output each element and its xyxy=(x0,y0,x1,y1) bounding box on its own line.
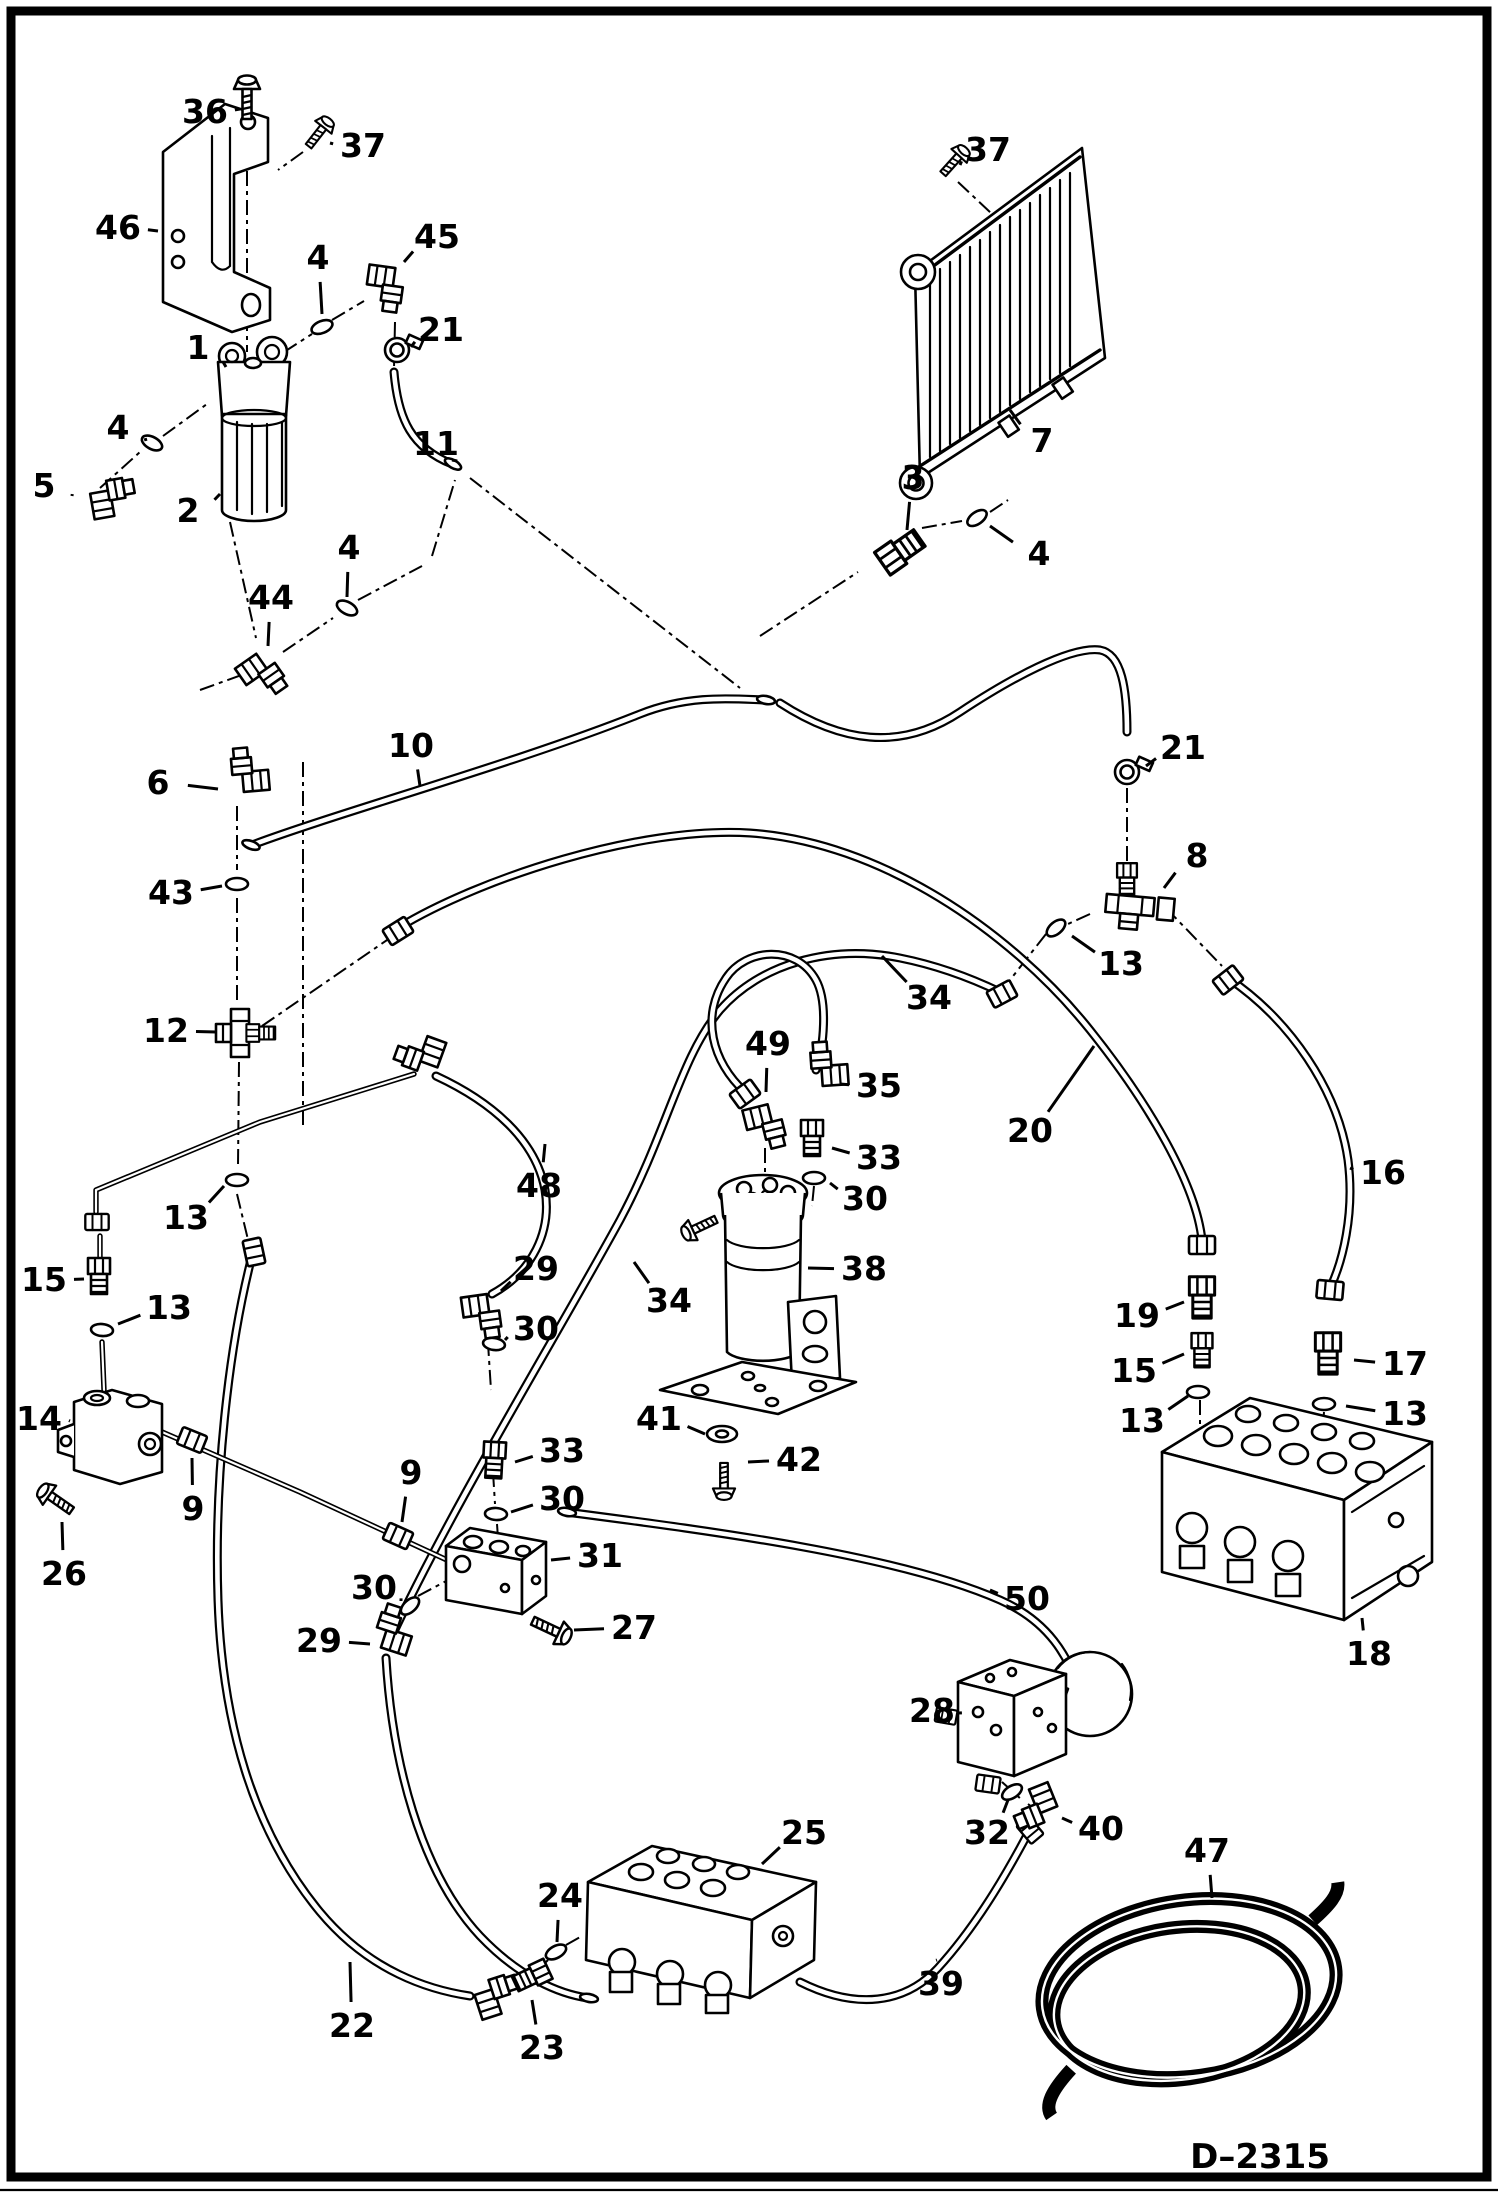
callout-label-7-14: 7 xyxy=(1030,421,1054,460)
callout-label-13-53: 13 xyxy=(1119,1401,1165,1440)
callout-label-4-3: 4 xyxy=(306,238,330,277)
callout-label-11-7: 11 xyxy=(413,424,459,463)
check-valve-block-28 xyxy=(958,1660,1066,1776)
callout-leader-26-50 xyxy=(62,1522,63,1550)
callout-label-2-8: 2 xyxy=(176,491,200,530)
callout-label-13-47: 13 xyxy=(146,1288,192,1327)
callout-label-12-23: 12 xyxy=(143,1011,189,1050)
callout-label-19-51: 19 xyxy=(1114,1296,1160,1335)
hose16-nut-lower xyxy=(1316,1280,1343,1300)
callout-leader-16-26 xyxy=(1350,1168,1353,1169)
callout-label-9-42: 9 xyxy=(399,1453,423,1492)
callout-label-42-34: 42 xyxy=(776,1440,822,1479)
callout-label-25-60: 25 xyxy=(781,1813,827,1852)
fitting-33a xyxy=(801,1120,823,1156)
callout-label-18-56: 18 xyxy=(1346,1634,1392,1673)
callout-label-41-33: 41 xyxy=(636,1399,682,1438)
callout-label-10-17: 10 xyxy=(388,726,434,765)
callout-label-47-66: 47 xyxy=(1184,1831,1230,1870)
filter-canister-2 xyxy=(222,410,286,521)
callout-leader-4-3 xyxy=(320,282,322,314)
callout-label-32-62: 32 xyxy=(964,1813,1010,1852)
hose20-nut-lower xyxy=(1189,1236,1215,1254)
callout-label-50-64: 50 xyxy=(1004,1579,1050,1618)
callout-leader-24-59 xyxy=(557,1920,558,1942)
callout-label-14-48: 14 xyxy=(16,1399,62,1438)
oring-30b xyxy=(803,1172,825,1184)
callout-label-40-63: 40 xyxy=(1078,1809,1124,1848)
oring-13d xyxy=(1313,1398,1335,1410)
callout-leader-17-54 xyxy=(1354,1360,1375,1362)
callout-leader-46-2 xyxy=(148,230,158,231)
tube-flare-nut xyxy=(85,1214,108,1230)
callout-leader-22-57 xyxy=(350,1962,351,2002)
callout-label-30-37: 30 xyxy=(513,1309,559,1348)
callout-label-33-30: 33 xyxy=(856,1138,902,1177)
oring-30c xyxy=(485,1507,508,1520)
callout-leader-38-32 xyxy=(808,1268,834,1269)
callout-label-6-21: 6 xyxy=(146,763,170,802)
drawing-number: D–2315 xyxy=(1190,2137,1330,2177)
callout-leader-44-11 xyxy=(268,622,269,646)
callout-label-30-43: 30 xyxy=(351,1568,397,1607)
callout-label-17-54: 17 xyxy=(1382,1344,1428,1383)
callout-leader-37-13 xyxy=(960,161,962,165)
callout-leader-37-1 xyxy=(330,143,333,144)
callout-label-34-27: 34 xyxy=(906,978,952,1017)
callout-leader-42-34 xyxy=(748,1461,769,1462)
callout-label-26-50: 26 xyxy=(41,1554,87,1593)
callout-leader-30-37 xyxy=(505,1337,508,1340)
callout-leader-35-29 xyxy=(840,1084,849,1085)
callout-label-13-20: 13 xyxy=(1098,944,1144,983)
callout-label-8-19: 8 xyxy=(1185,836,1209,875)
callout-label-31-40: 31 xyxy=(577,1536,623,1575)
callout-label-4-12: 4 xyxy=(337,528,361,567)
callout-leader-4-12 xyxy=(347,572,348,597)
callout-label-28-61: 28 xyxy=(909,1691,955,1730)
callout-label-37-1: 37 xyxy=(340,126,386,165)
callout-leader-36-0 xyxy=(235,109,240,110)
callout-leader-27-41 xyxy=(574,1629,604,1630)
callout-label-34-45: 34 xyxy=(646,1281,692,1320)
callout-label-13-24: 13 xyxy=(163,1198,209,1237)
callout-label-48-35: 48 xyxy=(516,1166,562,1205)
callout-label-29-44: 29 xyxy=(296,1621,342,1660)
callout-label-29-36: 29 xyxy=(513,1249,559,1288)
washer-41 xyxy=(707,1426,737,1442)
oring-13a xyxy=(226,1174,248,1186)
callout-leader-4-9 xyxy=(145,438,146,441)
callout-label-4-9: 4 xyxy=(106,408,130,447)
callout-leader-48-35 xyxy=(543,1144,545,1162)
callout-label-44-11: 44 xyxy=(248,578,294,617)
callout-label-9-49: 9 xyxy=(181,1489,205,1528)
callout-leader-18-56 xyxy=(1362,1618,1363,1630)
callout-label-49-28: 49 xyxy=(745,1024,791,1063)
callout-label-21-5: 21 xyxy=(418,310,464,349)
callout-label-30-39: 30 xyxy=(539,1479,585,1518)
callout-label-39-65: 39 xyxy=(918,1964,964,2003)
callout-label-16-26: 16 xyxy=(1360,1153,1406,1192)
callout-label-46-2: 46 xyxy=(95,208,141,247)
callout-label-33-38: 33 xyxy=(539,1431,585,1470)
callout-label-37-13: 37 xyxy=(965,130,1011,169)
callout-label-5-10: 5 xyxy=(32,466,56,505)
callout-label-22-57: 22 xyxy=(329,2006,375,2045)
callout-label-15-52: 15 xyxy=(1111,1351,1157,1390)
callout-label-1-6: 1 xyxy=(186,328,210,367)
callout-label-15-46: 15 xyxy=(21,1260,67,1299)
callout-label-21-18: 21 xyxy=(1160,728,1206,767)
hose22-nut-upper xyxy=(242,1237,265,1266)
callout-label-35-29: 35 xyxy=(856,1066,902,1105)
oring-13e xyxy=(1187,1386,1209,1398)
fitting-17 xyxy=(1315,1333,1340,1374)
fitting-33b xyxy=(482,1441,506,1478)
callout-leader-12-23 xyxy=(196,1031,216,1032)
callout-leader-31-40 xyxy=(551,1558,570,1560)
callout-label-27-41: 27 xyxy=(611,1608,657,1647)
callout-label-45-4: 45 xyxy=(414,217,460,256)
plug-28-bottom xyxy=(975,1774,1000,1793)
callout-label-30-31: 30 xyxy=(842,1179,888,1218)
callout-leader-29-44 xyxy=(349,1642,370,1644)
callout-leader-47-66 xyxy=(1210,1875,1212,1898)
callout-label-13-55: 13 xyxy=(1382,1394,1428,1433)
callout-label-23-58: 23 xyxy=(519,2028,565,2067)
fitting-15b xyxy=(1192,1333,1213,1367)
fitting-19 xyxy=(1189,1277,1214,1318)
callout-label-24-59: 24 xyxy=(537,1876,583,1915)
callout-label-20-25: 20 xyxy=(1007,1111,1053,1150)
callout-label-3-15: 3 xyxy=(901,458,925,497)
callout-label-43-22: 43 xyxy=(148,873,194,912)
junction-block-31 xyxy=(446,1528,546,1614)
callout-leader-49-28 xyxy=(766,1068,767,1092)
valve-block-14 xyxy=(58,1390,162,1484)
oring-43 xyxy=(226,878,248,890)
fitting-15a xyxy=(88,1258,110,1294)
callout-label-38-32: 38 xyxy=(841,1249,887,1288)
oring-13b xyxy=(91,1323,114,1337)
callout-label-4-16: 4 xyxy=(1027,534,1051,573)
callout-label-36-0: 36 xyxy=(182,92,228,131)
